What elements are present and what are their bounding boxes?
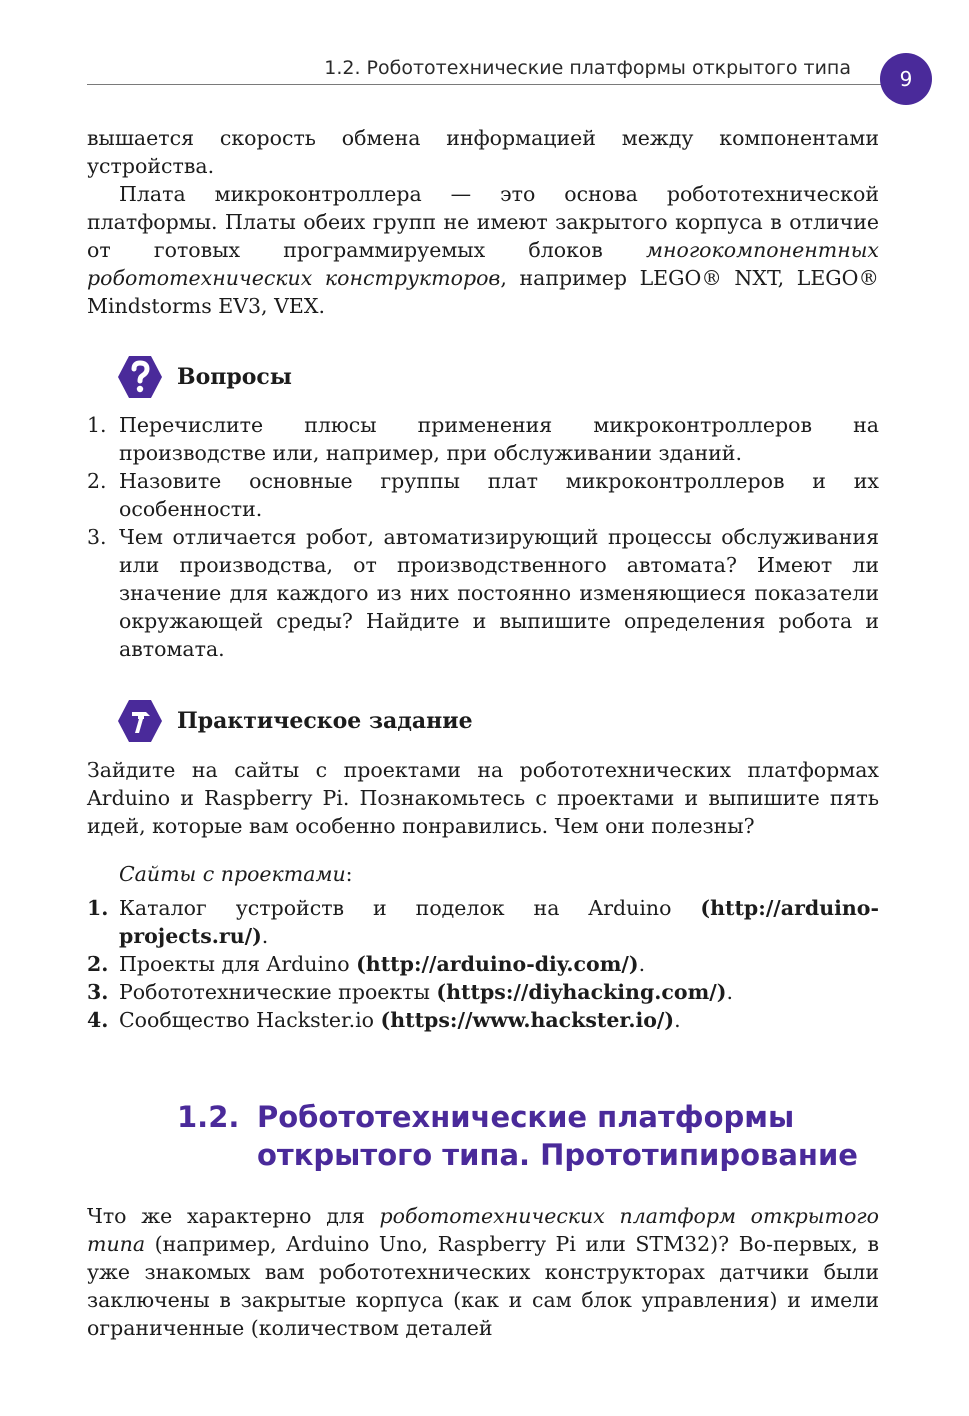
site-number: 2. (87, 952, 109, 976)
sites-label-text: Сайты с проектами (119, 862, 346, 886)
section-number: 1.2. (177, 1100, 240, 1134)
site-number: 1. (87, 896, 109, 920)
site-end: . (726, 980, 734, 1004)
sites-list (87, 894, 879, 1034)
body-block (87, 1202, 879, 1342)
question-icon (117, 354, 163, 400)
site-text (119, 1006, 879, 1034)
site-text (119, 978, 879, 1006)
body-text-b: (например, Arduino Uno, Raspberry Pi или STM32)? Во-первых, в уже знакомых вам робототехнических конструкторах датчики были заключены в закрытые корпуса (как и сам блок управления) и имели ограниченные (количеством деталей (87, 1232, 879, 1340)
site-item (87, 950, 879, 978)
question-item (87, 523, 879, 663)
site-name: Проекты для Arduino (119, 952, 357, 976)
site-url[interactable]: (http://arduino-projects.ru/) (119, 896, 879, 948)
site-item (87, 978, 879, 1006)
intro-block (87, 124, 879, 320)
question-item (87, 467, 879, 523)
body-italic: робототехнических платформ открытого типа (87, 1204, 879, 1256)
site-end: . (674, 1008, 681, 1032)
practice-title: Практическое задание (177, 708, 473, 734)
intro-p2-text-a: Плата микроконтроллера — это основа робототехнической платформы. Платы обеих групп не имеют закрытого корпуса в отличие от готовых программируемых блоков (87, 182, 879, 262)
page-number: 9 (880, 53, 932, 105)
site-text (119, 950, 879, 978)
sites-label (87, 860, 879, 888)
question-number: 3. (87, 525, 107, 549)
questions-list (87, 411, 879, 663)
intro-paragraph-1: вышается скорость обмена информацией между компонентами устройства. (87, 126, 879, 178)
section-heading (177, 1098, 867, 1174)
site-url[interactable]: (https://www.hackster.io/) (380, 1008, 675, 1032)
body-text-a: Что же характерно для (87, 1204, 380, 1228)
sites-label-colon: : (345, 862, 353, 886)
header-rule (87, 84, 882, 85)
intro-paragraph-2 (87, 180, 879, 320)
site-text (119, 894, 879, 950)
question-item (87, 411, 879, 467)
practice-text: Зайдите на сайты с проектами на робототехнических платформах Arduino и Raspberry Pi. Познакомьтесь с проектами и выпишите пять идей, которые вам особенно понравились. Чем они полезны? (87, 758, 879, 838)
practice-label (117, 698, 473, 744)
question-number: 2. (87, 469, 107, 493)
intro-p2-italic: многокомпонентных робототехнических конструкторов (87, 238, 879, 290)
section-title: Робототехнические платформы открытого типа. Прототипирование (257, 1100, 858, 1172)
site-url[interactable]: (http://arduino-diy.com/) (356, 952, 639, 976)
site-url[interactable]: (https://diyhacking.com/) (436, 980, 727, 1004)
practice-block (87, 756, 879, 1034)
questions-label (117, 354, 292, 400)
site-item (87, 1006, 879, 1034)
hammer-icon (117, 698, 163, 744)
site-number: 3. (87, 980, 109, 1004)
site-name: Каталог устройств и поделок на Arduino (119, 896, 701, 920)
site-item (87, 894, 879, 950)
site-end: . (638, 952, 646, 976)
question-number: 1. (87, 413, 107, 437)
site-name: Робототехнические проекты (119, 980, 437, 1004)
body-paragraph (87, 1202, 879, 1342)
intro-p2-text-b: , например LEGO® NXT, LEGO® Mindstorms EV3, VEX. (87, 266, 879, 318)
questions-title: Вопросы (177, 364, 292, 390)
site-name: Сообщество Hackster.io (119, 1008, 381, 1032)
running-header: 1.2. Робототехнические платформы открытого типа (324, 57, 851, 79)
question-text: Перечислите плюсы применения микроконтроллеров на производстве или, например, при обслуживании зданий. (119, 413, 879, 465)
question-text: Назовите основные группы плат микроконтроллеров и их особенности. (119, 469, 879, 521)
site-end: . (261, 924, 269, 948)
question-text: Чем отличается робот, автоматизирующий процессы обслуживания или производства, от производственного автомата? Имеют ли значение для каждого из них постоянно изменяющиеся показатели окружающей среды? Найдите и выпишите определения робота и автомата. (119, 525, 879, 661)
site-number: 4. (87, 1008, 109, 1032)
